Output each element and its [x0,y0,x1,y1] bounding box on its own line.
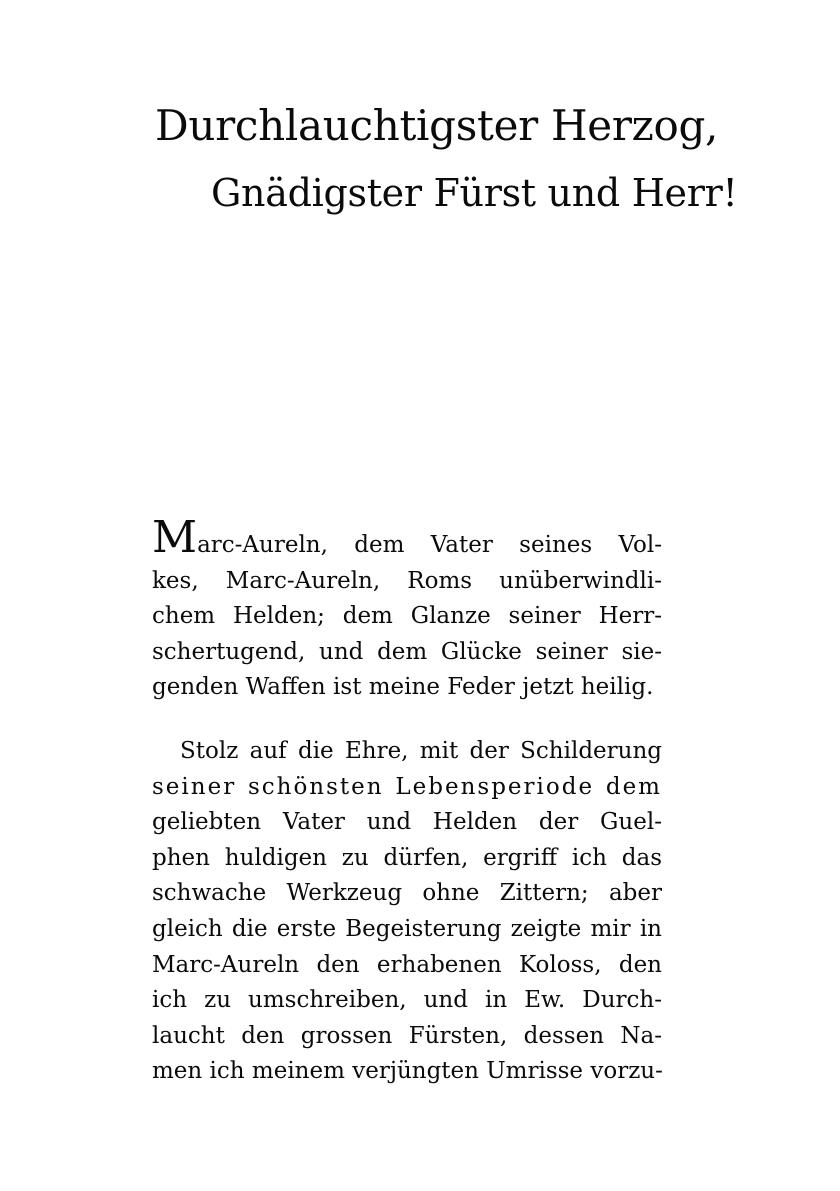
text-line: schertugend, und dem Glücke seiner sie- [152,638,662,665]
text-line: schwache Werkzeug ohne Zittern; aber [152,880,662,907]
text-line: laucht den grossen Fürsten, dessen Na- [152,1022,662,1049]
dedication-heading-line-1: Durchlauchtigster Herzog, [155,101,719,150]
text-line: Marc-Aureln den erhabenen Koloss, den [152,951,662,978]
text-line: men ich meinem verjüngten Umrisse vorzu- [152,1058,663,1085]
text-line: gleich die erste Begeisterung zeigte mir in [152,915,662,942]
paragraph-2 [152,734,662,1090]
paragraph-1 [152,512,662,706]
dedication-heading-line-2: Gnädigster Fürst und Herr! [211,171,738,215]
drop-cap: M [152,512,198,563]
text-line: chem Helden; dem Glanze seiner Herr- [152,603,662,630]
text-line [152,512,662,564]
text-line: kes, Marc-Aureln, Roms unüberwindli- [152,567,662,594]
text-line: phen huldigen zu dürfen, ergriff ich das [152,844,662,871]
text-line: geliebten Vater und Helden der Guel- [152,809,662,836]
text-line: genden Waffen ist meine Feder jetzt heilig. [152,674,654,701]
text-line: Stolz auf die Ehre, mit der Schilderung [180,738,662,764]
text-line: ich zu umschreiben, und in Ew. Durch- [152,987,662,1014]
text-line-content: arc-Aureln, dem Vater seines Vol- [197,532,662,558]
text-line: seiner schönsten Lebensperiode dem [152,773,662,800]
